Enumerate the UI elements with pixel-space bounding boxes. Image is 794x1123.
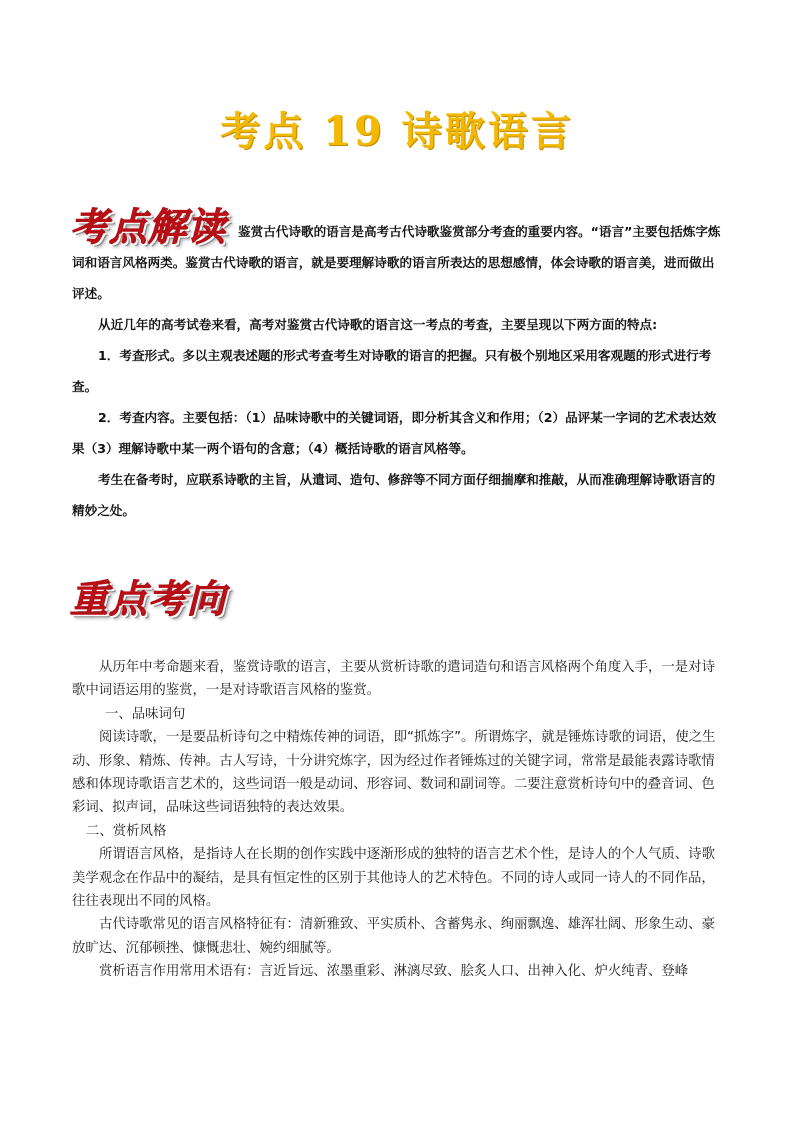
- paragraph: 鉴赏古代诗歌的语言是高考古代诗歌鉴赏部分考查的重要内容。“语言”主要包括炼字炼词和语言风格两类。鉴赏古代诗歌的语言，就是要理解诗歌的语言所表达的思想感情，体会诗歌的语言美，进而做出评述。: [72, 224, 721, 301]
- section-exam-point-body: [72, 216, 722, 526]
- section-key-directions-body: [72, 656, 724, 984]
- paragraph: 1．考查形式。多以主观表述题的形式考查考生对诗歌的语言的把握。只有极个别地区采用客观题的形式进行考查。: [72, 348, 712, 394]
- paragraph: 2．考查内容。主要包括：（1）品味诗歌中的关键词语，即分析其含义和作用；（2）品评某一字词的艺术表达效果（3）理解诗歌中某一两个语句的含意；（4）概括诗歌的语言风格等。: [72, 410, 717, 456]
- paragraph: 古代诗歌常见的语言风格特征有：清新雅致、平实质朴、含蓄隽永、绚丽飘逸、雄浑壮阔、形象生动、豪放旷达、沉郁顿挫、慷慨悲壮、婉约细腻等。: [72, 917, 715, 956]
- paragraph: 从历年中考命题来看，鉴赏诗歌的语言，主要从赏析诗歌的遣词造句和语言风格两个角度入手，一是对诗歌中词语运用的鉴赏，一是对诗歌语言风格的鉴赏。: [72, 660, 715, 699]
- subheading: 二、赏析风格: [86, 823, 167, 839]
- subheading: 一、品味词句: [105, 706, 186, 722]
- paragraph: 从近几年的高考试卷来看，高考对鉴赏古代诗歌的语言这一考点的考查，主要呈现以下两方面的特点:: [98, 317, 658, 332]
- section-badge-key-directions: 重点考向: [70, 576, 227, 621]
- section-badge-exam-point: 考点解读: [70, 204, 227, 249]
- paragraph: 阅读诗歌，一是要品析诗句之中精炼传神的词语，即“抓炼字”。所谓炼字，就是锤炼诗歌的词语，使之生动、形象、精炼、传神。古人写诗，十分讲究炼字，因为经过作者锤炼过的关键字词，常常是最能表露诗歌情感和体现诗歌语言艺术的，这些词语一般是动词、形容词、数词和副词等。二要注意赏析诗句中的叠音词、色彩词、拟声词，品味这些词语独特的表达效果。: [72, 730, 716, 816]
- paragraph: 赏析语言作用常用术语有：言近旨远、浓墨重彩、淋漓尽致、脍炙人口、出神入化、炉火纯青、登峰: [99, 964, 689, 980]
- page-title: 考点 19 诗歌语言: [220, 108, 574, 155]
- paragraph: 所谓语言风格，是指诗人在长期的创作实践中逐渐形成的独特的语言艺术个性，是诗人的个人气质、诗歌美学观念在作品中的凝结，是具有恒定性的区别于其他诗人的艺术特色。不同的诗人或同一诗人的不同作品，往往表现出不同的风格。: [72, 847, 715, 910]
- paragraph: 考生在备考时，应联系诗歌的主旨，从遣词、造句、修辞等不同方面仔细揣摩和推敲，从而准确理解诗歌语言的精妙之处。: [72, 472, 716, 518]
